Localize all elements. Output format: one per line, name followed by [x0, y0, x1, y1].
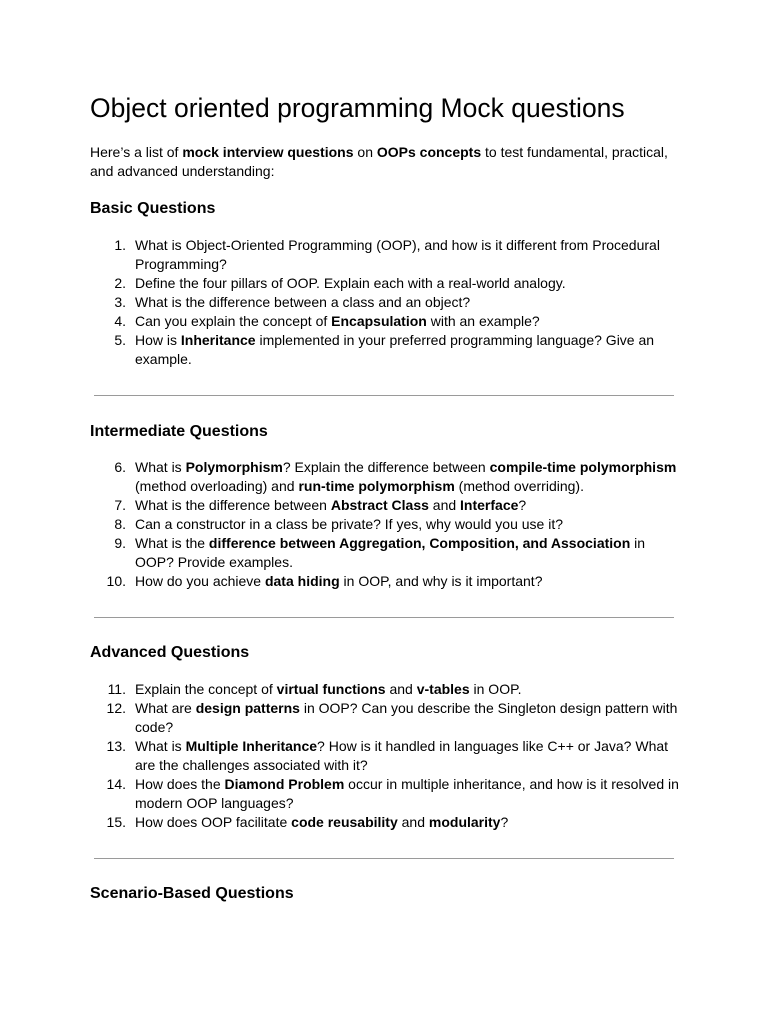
question-number: 3. — [114, 294, 126, 310]
question-keyword: design patterns — [195, 700, 300, 716]
question-text: What is the difference between a class and an object? — [135, 294, 471, 310]
question-number: 9. — [114, 535, 126, 551]
question-keyword: Interface — [460, 497, 519, 513]
question-item — [90, 775, 682, 813]
question-number: 5. — [114, 332, 126, 348]
question-item — [90, 572, 682, 591]
question-text: What are — [135, 700, 196, 716]
section-heading-basic: Basic Questions — [90, 200, 216, 217]
question-keyword: difference between Aggregation, Composition, and Association — [208, 535, 631, 551]
question-text: How does the — [135, 776, 225, 792]
question-keyword: run-time polymorphism — [298, 478, 455, 494]
question-text: What is — [135, 459, 186, 475]
question-number: 1. — [114, 237, 126, 253]
question-text: Explain the concept of — [135, 681, 277, 697]
question-item — [90, 699, 682, 737]
question-text: in OOP, and why is it important? — [339, 573, 543, 589]
intro-text: to test fundamental, practical, and advanced understanding: — [90, 144, 668, 179]
question-number: 2. — [114, 275, 126, 291]
question-number: 12. — [106, 700, 126, 716]
question-text: occur in multiple inheritance, and how is it resolved in modern OOP languages? — [135, 776, 679, 811]
question-keyword: virtual functions — [276, 681, 386, 697]
question-item — [90, 293, 682, 312]
question-keyword: Multiple Inheritance — [185, 738, 318, 754]
question-number: 8. — [114, 516, 126, 532]
intro-paragraph — [90, 143, 680, 181]
question-text: Can you explain the concept of — [135, 313, 332, 329]
question-text: (method overriding). — [454, 478, 584, 494]
question-text: Define the four pillars of OOP. Explain each with a real-world analogy. — [135, 275, 566, 291]
question-text: in OOP? Can you describe the Singleton design pattern with code? — [135, 700, 678, 735]
question-item — [90, 331, 682, 369]
question-text: How does OOP facilitate — [135, 814, 292, 830]
question-text: ? — [518, 497, 527, 513]
question-item — [90, 680, 682, 699]
question-item — [90, 534, 682, 572]
question-keyword: Diamond Problem — [224, 776, 345, 792]
question-number: 6. — [114, 459, 126, 475]
question-text: Can a constructor in a class be private? If yes, why would you use it? — [135, 516, 563, 532]
question-text: ? — [500, 814, 509, 830]
question-keyword: Polymorphism — [185, 459, 283, 475]
question-keyword: modularity — [428, 814, 501, 830]
question-keyword: Abstract Class — [330, 497, 429, 513]
question-text: (method overloading) and — [135, 478, 299, 494]
question-text: in OOP. — [469, 681, 522, 697]
question-item — [90, 458, 682, 496]
question-text: What is the — [135, 535, 209, 551]
question-keyword: compile-time polymorphism — [489, 459, 677, 475]
question-number: 4. — [114, 313, 126, 329]
intro-text: Here’s a list of — [90, 144, 183, 160]
question-text: and — [428, 497, 461, 513]
section-heading-scenario: Scenario-Based Questions — [90, 885, 294, 902]
question-number: 11. — [107, 681, 126, 697]
section-heading-advanced: Advanced Questions — [90, 644, 250, 661]
question-number: 13. — [106, 738, 126, 754]
question-text: ? How is it handled in languages like C++ or Java? What are the challenges associated with it? — [135, 738, 669, 773]
question-text: How do you achieve — [135, 573, 265, 589]
question-keyword: v-tables — [416, 681, 470, 697]
question-number: 15. — [106, 814, 126, 830]
page-title: Object oriented programming Mock questions — [90, 93, 625, 123]
question-item — [90, 813, 682, 832]
question-text: How is — [135, 332, 181, 348]
question-keyword: Inheritance — [180, 332, 256, 348]
section-divider — [94, 617, 674, 618]
question-item — [90, 496, 682, 515]
question-list-intermediate — [90, 458, 682, 591]
question-text: What is — [135, 738, 186, 754]
question-list-advanced — [90, 680, 682, 832]
question-text: ? Explain the difference between — [282, 459, 490, 475]
question-item — [90, 515, 682, 534]
question-text: What is Object-Oriented Programming (OOP), and how is it different from Procedural Programming? — [135, 237, 660, 272]
question-item — [90, 274, 682, 293]
intro-bold: OOPs concepts — [376, 144, 482, 160]
question-text: and — [397, 814, 429, 830]
question-keyword: Encapsulation — [331, 313, 427, 329]
question-text: in OOP? Provide examples. — [135, 535, 646, 570]
question-text: implemented in your preferred programming language? Give an example. — [135, 332, 655, 367]
section-divider — [94, 858, 674, 859]
intro-text: on — [353, 144, 377, 160]
question-text: and — [385, 681, 417, 697]
question-number: 10. — [106, 573, 126, 589]
section-divider — [94, 395, 674, 396]
question-number: 14. — [106, 776, 126, 792]
question-keyword: data hiding — [264, 573, 340, 589]
intro-bold: mock interview questions — [182, 144, 354, 160]
question-item — [90, 236, 682, 274]
question-list-basic — [90, 236, 682, 369]
question-item — [90, 737, 682, 775]
question-item — [90, 312, 682, 331]
question-text: with an example? — [426, 313, 540, 329]
question-keyword: code reusability — [291, 814, 398, 830]
section-heading-intermediate: Intermediate Questions — [90, 423, 268, 440]
question-text: What is the difference between — [135, 497, 331, 513]
question-number: 7. — [114, 497, 126, 513]
